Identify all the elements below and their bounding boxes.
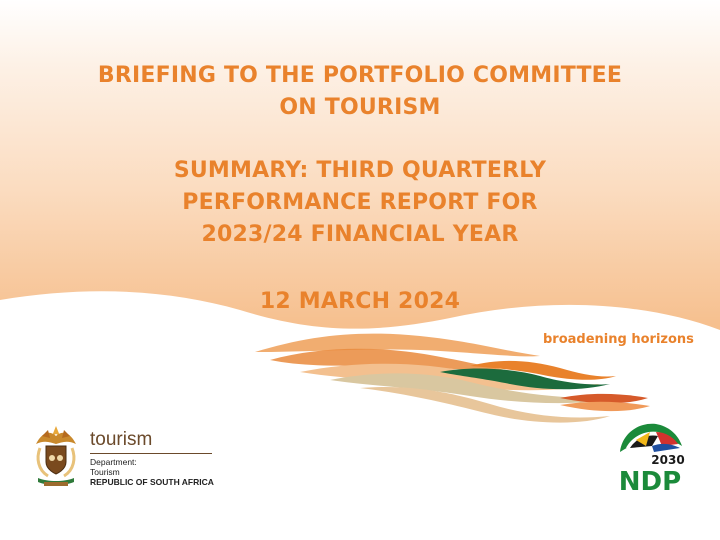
tourism-wordmark: tourism	[90, 429, 153, 450]
ndp-text: NDP	[618, 467, 682, 496]
briefing-title-line: BRIEFING TO THE PORTFOLIO COMMITTEE	[97, 63, 623, 88]
ndp-logo-icon	[606, 418, 694, 496]
summary-title	[0, 155, 720, 251]
country-name: REPUBLIC OF SOUTH AFRICA	[90, 477, 214, 487]
presentation-date-text: 12 MARCH 2024	[259, 289, 461, 314]
department-name: Tourism	[90, 467, 120, 477]
logo-divider	[90, 453, 212, 454]
tagline: broadening horizons	[543, 332, 694, 347]
summary-title-line: PERFORMANCE REPORT FOR	[182, 190, 538, 215]
briefing-title	[0, 60, 720, 124]
ndp-year: 2030	[651, 453, 685, 467]
department-label: Department:	[90, 457, 137, 467]
summary-title-line: 2023/24 FINANCIAL YEAR	[201, 222, 519, 247]
presentation-date	[0, 286, 720, 318]
summary-title-line: SUMMARY: THIRD QUARTERLY	[173, 158, 547, 183]
briefing-title-line: ON TOURISM	[279, 95, 441, 120]
department-logo	[28, 422, 228, 490]
coat-of-arms-icon	[28, 422, 84, 488]
